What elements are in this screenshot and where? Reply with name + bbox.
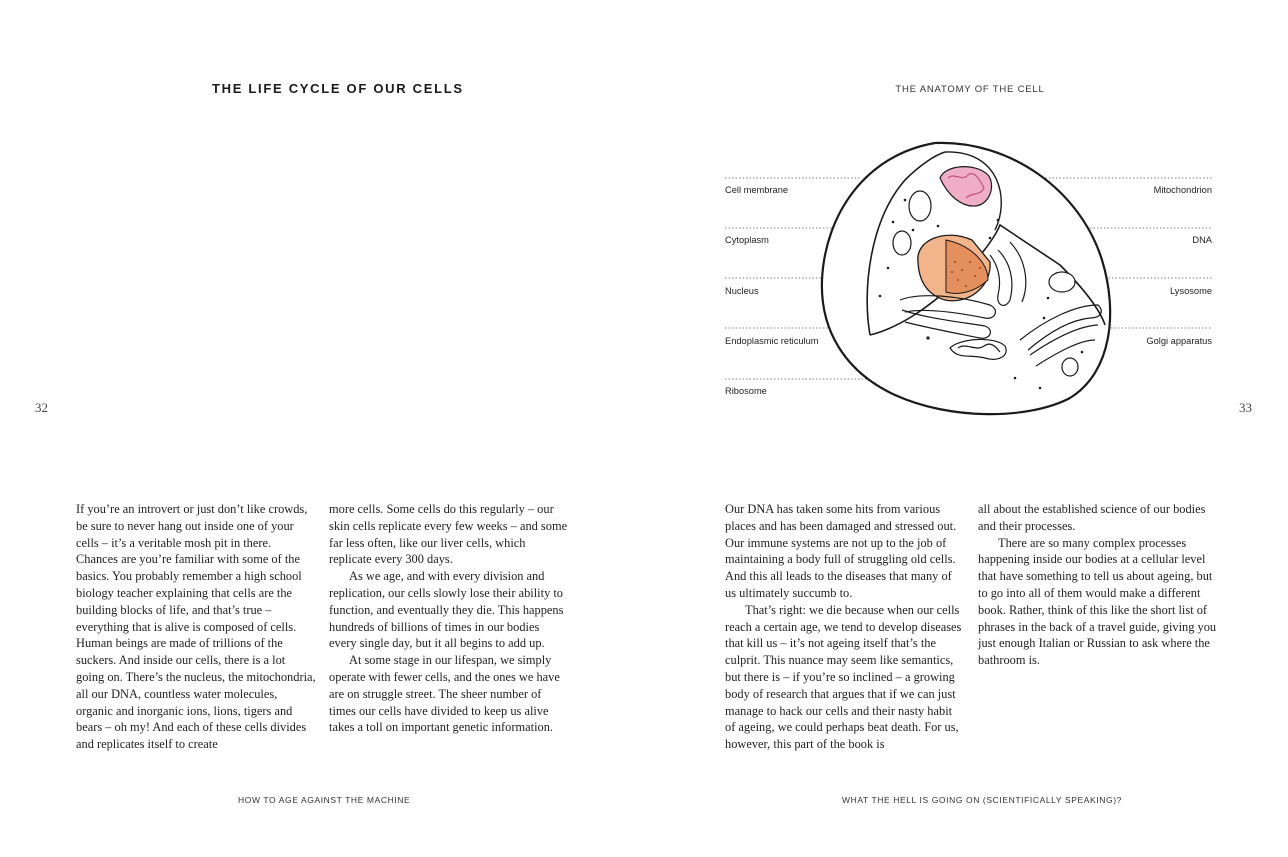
paragraph: Our DNA has taken some hits from various places and has been damaged and stressed out. Our immune systems are not up to the job of maintaining a body full of struggling old cells. And this all leads to the diseases that many of us ultimately succumb to.	[725, 502, 957, 600]
right-column-2	[978, 501, 1218, 669]
label-cytoplasm: Cytoplasm	[725, 235, 769, 245]
right-column-1	[725, 501, 965, 753]
label-nucleus: Nucleus	[725, 286, 759, 296]
label-endoplasmic-reticulum: Endoplasmic reticulum	[725, 336, 819, 346]
paragraph: more cells. Some cells do this regularly – our skin cells replicate every few weeks – and some far less often, like our liver cells, which replicate every 300 days.	[329, 502, 568, 567]
footer-left: HOW TO AGE AGAINST THE MACHINE	[238, 795, 411, 805]
label-ribosome: Ribosome	[725, 386, 767, 396]
section-title: THE LIFE CYCLE OF OUR CELLS	[212, 81, 464, 96]
footer-right: WHAT THE HELL IS GOING ON (SCIENTIFICALLY SPEAKING)?	[842, 795, 1122, 805]
vacuole	[1062, 358, 1078, 376]
label-golgi-apparatus: Golgi apparatus	[1146, 336, 1212, 346]
vacuole	[893, 231, 911, 255]
paragraph: That’s right: we die because when our cells reach a certain age, we tend to develop diseases that kill us – it’s not ageing itself that’s the culprit. This nuance may seem like semantics, but there is – if you’re so inclined – a growing body of research that argues that if we can just manage to hack our cells and their nasty habit of ageing, we could perhaps beat death. For us, however, this part of the book is	[725, 602, 962, 752]
label-dna: DNA	[1192, 235, 1212, 245]
vacuole	[909, 191, 931, 221]
paragraph: If you’re an introvert or just don’t like crowds, be sure to never hang out inside one of your cells – it’s a veritable mosh pit in there. Chances are you’re familiar with some of the basics. You probably remember a high school biology teacher explaining that cells are the building blocks of life, and that’s true – everything that is alive is composed of cells. Human beings are made of trillions of the suckers. And inside our cells, there is a lot going on. There’s the nucleus, the mitochondria, all our DNA, countless water molecules, organic and inorganic ions, lions, tigers and bears – oh my! And each of these cells divides and replicates itself to create	[76, 502, 316, 752]
page-number-right: 33	[1239, 400, 1252, 415]
page-number-left: 32	[35, 400, 48, 415]
label-cell-membrane: Cell membrane	[725, 185, 789, 195]
paragraph: At some stage in our lifespan, we simply operate with fewer cells, and the ones we have are on struggle street. The sheer number of times our cells have divided to keep us alive takes a toll on important genetic information.	[329, 653, 560, 735]
label-mitochondrion: Mitochondrion	[1153, 185, 1212, 195]
figure-title: THE ANATOMY OF THE CELL	[895, 84, 1045, 95]
paragraph: As we age, and with every division and replication, our cells slowly lose their ability to function, and eventually they die. This happens hundreds of billions of times in our bodies every single day, but it all begins to add up.	[329, 569, 564, 651]
paragraph: all about the established science of our bodies and their processes.	[978, 502, 1206, 533]
label-lysosome: Lysosome	[1169, 286, 1212, 296]
lysosome	[1049, 272, 1075, 292]
paragraph: There are so many complex processes happening inside our bodies at a cellular level that have something to tell us about ageing, but to go into all of them would make a different book. Rather, think of this like the short list of phrases in the back of a travel guide, giving you just enough Italian or Russian to ask where the bathroom is.	[978, 535, 1217, 668]
